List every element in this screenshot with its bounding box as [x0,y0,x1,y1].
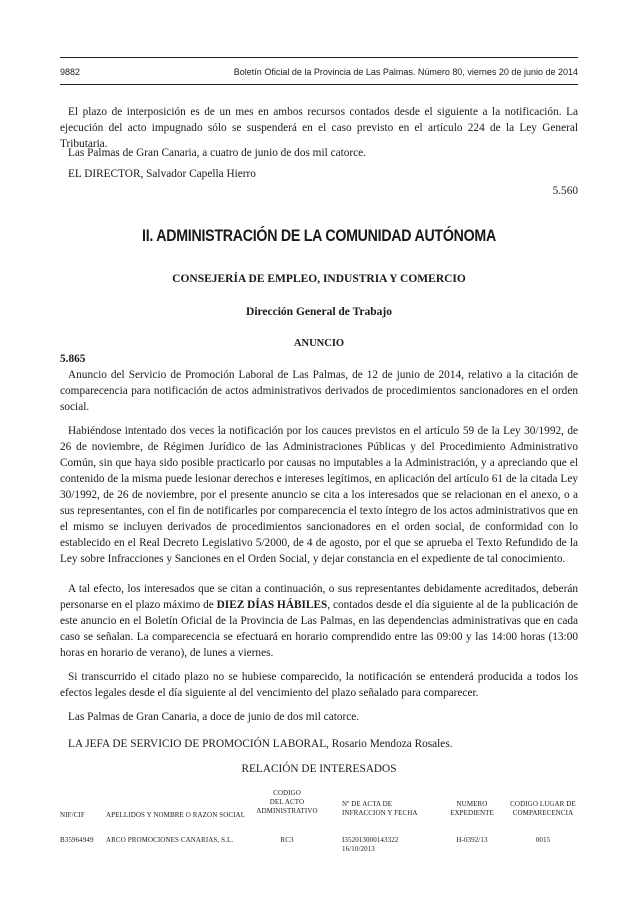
th-codigo: CODIGO DEL ACTO ADMINISTRATIVO [256,789,318,815]
page-number: 9882 [60,67,81,77]
journal-title: Boletín Oficial de la Provincia de Las Palmas. Número 80, viernes 20 de junio de 2014 [233,67,578,77]
th-acta: Nº DE ACTA DE INFRACCION Y FECHA [342,800,418,817]
cell-name: ARCO PROMOCIONES CANARIAS, S.L. [106,836,234,844]
place-date-2: Las Palmas de Gran Canaria, a doce de junio de dos mil catorce. [68,711,360,723]
announcement-deadline: A tal efecto, los interesados que se citan a continuación, o sus representantes debidamente acreditados, deberán personarse en el plazo máximo de DIEZ DÍAS HÁBILES, contados desde el día siguiente al de la publicación de este anuncio en el Boletín Oficial de la Provincia de Las Palmas, en las dependencias administrativas que en cada caso se señalan. La comparecencia se efectuará en horario comprendido entre las 09:00 y las 14:00 horas (13:00 horas en horario de verano), de lunes a viernes. [60,583,578,659]
header-rule-bottom [60,84,578,85]
announcement-summary: Anuncio del Servicio de Promoción Laboral de Las Palmas, de 12 de junio de 2014, relativo a la citación de comparecencia para notificación de actos administrativos derivados de procedimientos sancionadores en el orden social. [60,369,578,413]
signer-1: EL DIRECTOR, Salvador Capella Hierro [68,168,256,180]
announcement-effects: Si transcurrido el citado plazo no se hubiese comparecido, la notificación se entenderá producida a todos los efectos legales desde el día siguiente al del vencimiento del plazo señalado para comparecer. [60,671,578,699]
table-title: RELACIÓN DE INTERESADOS [241,763,397,775]
cell-expediente: H-0392/13 [456,836,488,844]
interested-table [60,788,578,868]
ref-number-1: 5.560 [552,185,578,197]
th-expediente: NUMERO EXPEDIENTE [450,800,494,817]
th-nif: NIF/CIF [60,811,85,819]
signer-2: LA JEFA DE SERVICIO DE PROMOCIÓN LABORAL, Rosario Mendoza Rosales. [68,738,453,750]
anuncio-label: ANUNCIO [293,338,345,349]
th-name: APELLIDOS Y NOMBRE O RAZON SOCIAL [106,811,246,819]
cell-nif: B35964949 [60,836,94,844]
cell-lugar: 0015 [535,836,551,844]
appeal-paragraph: El plazo de interposición es de un mes en ambos recursos contados desde el siguiente a la notificación. La ejecución del acto impugnado sólo se suspenderá en el caso previsto en el artículo 224 de la Ley General Tributaria. [60,106,578,150]
cell-codigo: RC3 [280,836,294,844]
ministry-title: CONSEJERÍA DE EMPLEO, INDUSTRIA Y COMERCIO [172,273,466,285]
announcement-number: 5.865 [60,353,86,365]
th-lugar: CODIGO LUGAR DE COMPARECENCIA [510,800,576,817]
cell-acta: I352013000143322 16/10/2013 [342,836,399,853]
announcement-body: Habiéndose intentado dos veces la notificación por los cauces previstos en el artículo 59 de la Ley 30/1992, de 26 de noviembre, de Régimen Jurídico de las Administraciones Públicas y del Procedimiento Administrativo Común, sin que haya sido posible practicarlo por causas no imputables a la Administración, y a apreciando que el contenido de la misma puede lesionar derechos e intereses legítimos, en aplicación del artículo 61 de la citada Ley 30/1992, de 26 de noviembre, por el presente anuncio se cita a los interesados que se relacionan en el anexo, o a sus representantes, con el fin de notificarles por comparecencia el texto íntegro de los actos administrativos que en el mismo se incluyen derivados de procedimientos sancionadores en el orden social, de conformidad con lo establecido en el Real Decreto Legislativo 5/2000, de 4 de agosto, por el que se aprueba el Texto Refundido de la Ley sobre Infracciones y Sanciones en el Orden Social, y dejar constancia en el expediente de tal conocimiento. [60,425,578,565]
direction-title: Dirección General de Trabajo [246,306,392,318]
section-title: II. ADMINISTRACIÓN DE LA COMUNIDAD AUTÓNOMA [142,227,496,245]
header-rule-top [60,57,578,58]
place-date-1: Las Palmas de Gran Canaria, a cuatro de junio de dos mil catorce. [68,147,367,159]
page-header [60,63,578,79]
